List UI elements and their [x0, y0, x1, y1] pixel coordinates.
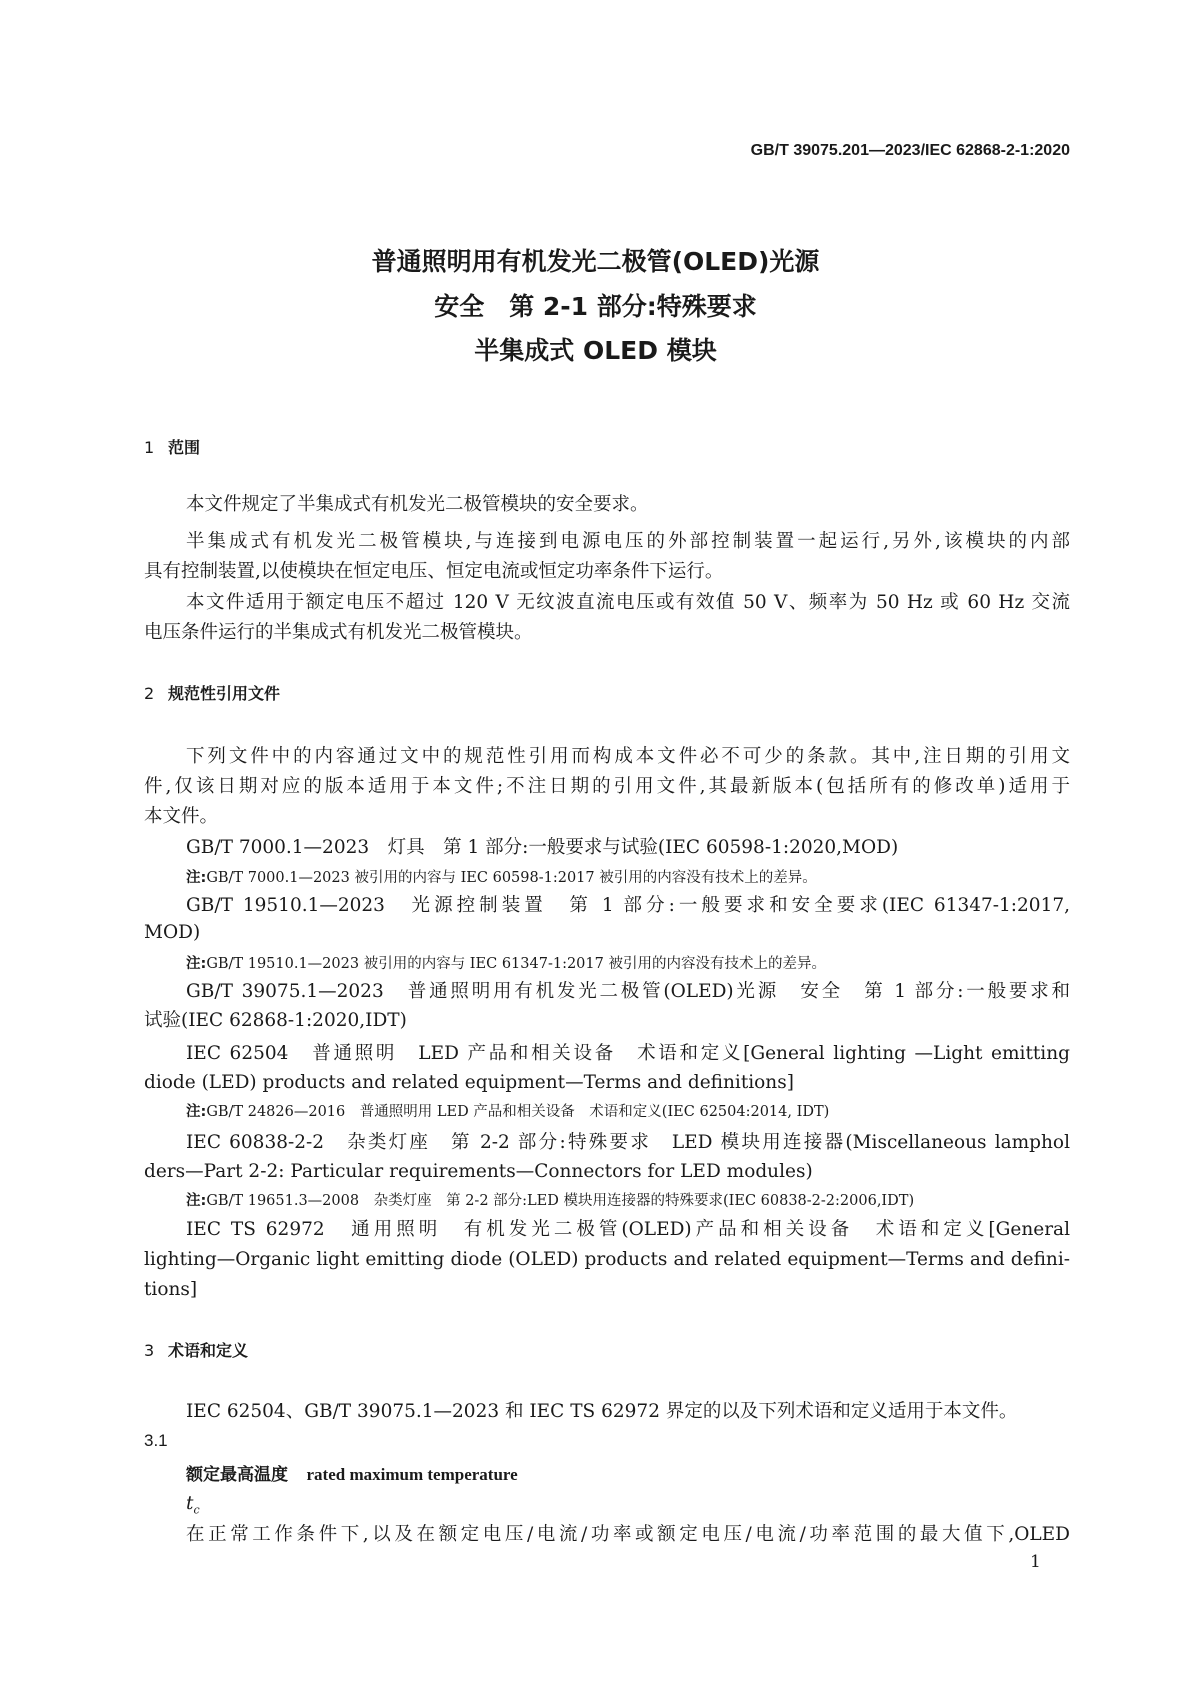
- term-english: rated maximum temperature: [306, 1465, 518, 1484]
- clause-number: 3.1: [144, 1431, 168, 1450]
- definition-line: 在正常工作条件下,以及在额定电压/电流/功率或额定电压/电流/功率范围的最大值下,OLED: [186, 1524, 1070, 1545]
- symbol-main: t: [186, 1493, 194, 1514]
- reference-entry: diode (LED) products and related equipment—Terms and definitions]: [144, 1072, 794, 1093]
- reference-entry: GB/T 39075.1—2023 普通照明用有机发光二极管(OLED)光源 安全 第 1 部分:一般要求和: [186, 981, 1070, 1002]
- note-label: 注:: [186, 956, 207, 972]
- section-2-heading: [144, 683, 280, 705]
- paragraph-line: 下列文件中的内容通过文中的规范性引用而构成本文件必不可少的条款。其中,注日期的引用文: [186, 746, 1070, 767]
- reference-entry: IEC 62504 普通照明 LED 产品和相关设备 术语和定义[General lighting —Light emitting: [186, 1043, 1070, 1064]
- note-label: 注:: [186, 870, 207, 886]
- section-number: 1: [144, 438, 155, 457]
- paragraph-line: 件,仅该日期对应的版本适用于本文件;不注日期的引用文件,其最新版本(包括所有的修改单)适用于: [144, 776, 1070, 797]
- paragraph-line: 本文件规定了半集成式有机发光二极管模块的安全要求。: [186, 494, 649, 515]
- document-title-line-2: 安全 第 2-1 部分:特殊要求: [434, 292, 757, 321]
- paragraph-line: 半集成式有机发光二极管模块,与连接到电源电压的外部控制装置一起运行,另外,该模块的内部: [186, 531, 1070, 552]
- section-1-heading: [144, 437, 200, 459]
- section-title: 范围: [168, 438, 201, 457]
- note-label: 注:: [186, 1193, 207, 1209]
- note-text: GB/T 19651.3—2008 杂类灯座 第 2-2 部分:LED 模块用连接器的特殊要求(IEC 60838-2-2:2006,IDT): [206, 1193, 915, 1209]
- section-title: 术语和定义: [168, 1341, 249, 1360]
- note-text: GB/T 19510.1—2023 被引用的内容与 IEC 61347-1:2017 被引用的内容没有技术上的差异。: [206, 956, 826, 972]
- reference-entry: GB/T 19510.1—2023 光源控制装置 第 1 部分:一般要求和安全要求(IEC 61347-1:2017,: [186, 895, 1070, 916]
- reference-entry: lighting—Organic light emitting diode (OLED) products and related equipment—Terms and defini-: [144, 1249, 1070, 1270]
- section-number: 2: [144, 684, 155, 703]
- reference-note: [186, 865, 1070, 891]
- reference-note: [186, 951, 1070, 977]
- document-title-line-3: 半集成式 OLED 模块: [474, 336, 717, 365]
- reference-entry: IEC TS 62972 通用照明 有机发光二极管(OLED)产品和相关设备 术语和定义[General: [186, 1219, 1070, 1240]
- note-label: 注:: [186, 1104, 207, 1120]
- paragraph-line: IEC 62504、GB/T 39075.1—2023 和 IEC TS 62972 界定的以及下列术语和定义适用于本文件。: [186, 1401, 1018, 1422]
- section-title: 规范性引用文件: [168, 684, 281, 703]
- reference-entry: ders—Part 2-2: Particular requirements—Connectors for LED modules): [144, 1161, 813, 1182]
- reference-entry: MOD): [144, 922, 201, 943]
- reference-entry: tions]: [144, 1279, 198, 1300]
- term-chinese: 额定最高温度: [186, 1465, 288, 1485]
- section-number: 3: [144, 1341, 155, 1360]
- reference-entry: GB/T 7000.1—2023 灯具 第 1 部分:一般要求与试验(IEC 60598-1:2020,MOD): [186, 837, 899, 858]
- term-symbol: [186, 1491, 1070, 1517]
- document-title-line-1: 普通照明用有机发光二极管(OLED)光源: [371, 247, 820, 276]
- reference-entry: IEC 60838-2-2 杂类灯座 第 2-2 部分:特殊要求 LED 模块用连接器(Miscellaneous lamphol: [186, 1132, 1070, 1153]
- reference-entry: 试验(IEC 62868-1:2020,IDT): [144, 1010, 407, 1031]
- reference-note: [186, 1099, 1070, 1125]
- paragraph-line: 具有控制装置,以使模块在恒定电压、恒定电流或恒定功率条件下运行。: [144, 561, 724, 582]
- document-header-code: GB/T 39075.201—2023/IEC 62868-2-1:2020: [750, 142, 1070, 159]
- paragraph-line: 本文件适用于额定电压不超过 120 V 无纹波直流电压或有效值 50 V、频率为 50 Hz 或 60 Hz 交流: [186, 592, 1070, 613]
- reference-note: [186, 1188, 1070, 1214]
- paragraph-line: 本文件。: [144, 806, 219, 827]
- section-3-heading: [144, 1340, 248, 1362]
- note-text: GB/T 24826—2016 普通照明用 LED 产品和相关设备 术语和定义(IEC 62504:2014, IDT): [206, 1104, 830, 1120]
- page-number: 1: [1030, 1552, 1041, 1572]
- note-text: GB/T 7000.1—2023 被引用的内容与 IEC 60598-1:2017 被引用的内容没有技术上的差异。: [206, 870, 817, 886]
- paragraph-line: 电压条件运行的半集成式有机发光二极管模块。: [144, 622, 533, 643]
- term-entry: [186, 1462, 1070, 1488]
- symbol-subscript: c: [193, 1503, 200, 1517]
